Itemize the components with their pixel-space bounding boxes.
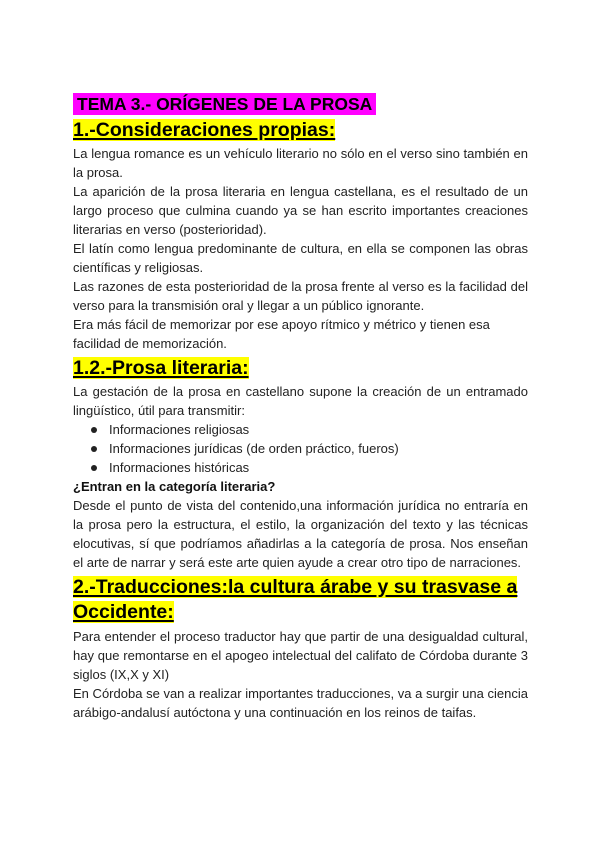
section2-question: ¿Entran en la categoría literaria? [73,479,276,494]
section1-paragraph: Era más fácil de memorizar por ese apoyo rítmico y métrico y tienen esa facilidad de memorización. [73,317,490,351]
list-item: Informaciones religiosas [109,420,528,439]
section1-paragraph: La lengua romance es un vehículo literario no sólo en el verso sino también en la prosa. [73,146,528,180]
section2-bullet-list [73,420,528,477]
section2-intro: La gestación de la prosa en castellano supone la creación de un entramado lingüístico, útil para transmitir: [73,384,528,418]
list-item: Informaciones jurídicas (de orden práctico, fueros) [109,439,528,458]
section3-heading: 2.-Traducciones:la cultura árabe y su trasvase a Occidente: [73,576,518,623]
document-page [73,93,528,722]
section3-paragraph: En Córdoba se van a realizar importantes traducciones, va a surgir una ciencia arábigo-andalusí autóctona y una continuación en los reinos de taifas. [73,686,528,720]
section3-paragraph: Para entender el proceso traductor hay que partir de una desigualdad cultural, hay que remontarse en el apogeo intelectual del califato de Córdoba durante 3 siglos (IX,X y XI) [73,629,528,682]
section1-heading: 1.-Consideraciones propias: [73,119,336,141]
list-item: Informaciones históricas [109,458,528,477]
section1-paragraph: La aparición de la prosa literaria en lengua castellana, es el resultado de un largo proceso que culmina cuando ya se han escrito importantes creaciones literarias en verso (posterioridad). [73,184,528,237]
document-title: TEMA 3.- ORÍGENES DE LA PROSA [73,93,376,115]
section1-paragraph: Las razones de esta posterioridad de la prosa frente al verso es la facilidad del verso para la transmisión oral y llegar a un público ignorante. [73,279,528,313]
section2-answer: Desde el punto de vista del contenido,una información jurídica no entraría en la prosa pero la estructura, el estilo, la organización del texto y las técnicas elocutivas, sí que podríamos añadirlas a la categoría de prosa. Nos enseñan el arte de narrar y será este arte quien ayude a crear otro tipo de narraciones. [73,498,528,570]
section1-paragraph: El latín como lengua predominante de cultura, en ella se componen las obras científicas y religiosas. [73,241,528,275]
section2-heading: 1.2.-Prosa literaria: [73,357,249,379]
